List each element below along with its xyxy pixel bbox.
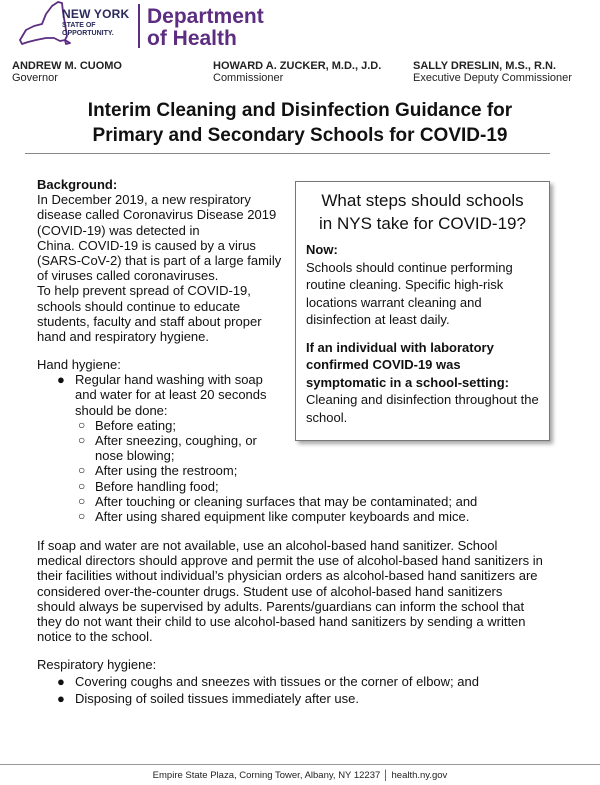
- hand-hygiene-section: [37, 357, 557, 524]
- text-line: their facilities without individual’s physician orders as alcohol-based hand sanitizers are: [37, 568, 538, 584]
- text-line: To help prevent spread of COVID-19,: [37, 283, 251, 299]
- page-footer: [0, 770, 600, 781]
- text-line: school.: [306, 409, 348, 425]
- text-line: schools should continue to educate: [37, 298, 241, 314]
- sub-list-item: ○ Before eating;: [78, 417, 176, 433]
- footer-website-link[interactable]: health.ny.gov: [391, 770, 448, 781]
- footer-divider: [0, 764, 600, 765]
- official-deputy-commissioner: [413, 60, 572, 84]
- text-line: they do not want their child to use alcohol-based hand sanitizers by sending a written: [37, 614, 526, 630]
- bullet-icon: ●: [57, 372, 65, 388]
- list-item: ● Regular hand washing with soap and water for at least 20 seconds should be done:: [57, 372, 267, 418]
- circle-bullet-icon: ○: [78, 417, 86, 432]
- text-line: students, faculty and staff about proper: [37, 313, 262, 329]
- text-line: routine cleaning. Specific high-risk: [306, 277, 504, 292]
- document-title: Interim Cleaning and Disinfection Guidance for Primary and Secondary Schools for COVID-19: [87, 100, 513, 146]
- sub-list-item: ○ Before handling food;: [78, 478, 219, 494]
- official-name: HOWARD A. ZUCKER, M.D., J.D.: [213, 60, 382, 72]
- text-line: Schools should continue performing: [306, 259, 513, 275]
- text-line: considered over-the-counter drugs. Student use of alcohol-based hand sanitizers: [37, 583, 503, 599]
- text-line: medical directors should approve and permit the use of alcohol-based hand sanitizers in: [37, 553, 543, 569]
- text-line: China. COVID-19 is caused by a virus: [37, 237, 256, 253]
- circle-bullet-icon: ○: [78, 493, 86, 508]
- text-line: If soap and water are not available, use an alcohol-based hand sanitizer. School: [37, 538, 498, 553]
- circle-bullet-icon: ○: [78, 478, 86, 493]
- official-role: Governor: [12, 72, 58, 84]
- now-label: Now:: [306, 242, 338, 257]
- letterhead: [0, 0, 600, 90]
- respiratory-hygiene-section: [37, 657, 557, 707]
- officials-row: [0, 60, 600, 86]
- department-of-health-wordmark: Department of Health: [147, 5, 264, 50]
- logo-divider: [138, 4, 140, 48]
- sub-list-item: ○ After touching or cleaning surfaces that may be contaminated; and: [78, 493, 478, 509]
- section-heading: Background:: [37, 177, 118, 192]
- background-section: [37, 177, 292, 344]
- sub-list-item: ○ After using the restroom;: [78, 463, 238, 479]
- official-role: Commissioner: [213, 72, 284, 84]
- text-line: should always be supervised by adults. Parents/guardians can inform the school that: [37, 598, 525, 614]
- text-line: notice to the school.: [37, 629, 153, 645]
- sub-list-item: ○ After sneezing, coughing, or nose blowing;: [78, 433, 257, 464]
- official-commissioner: [213, 60, 381, 84]
- new-york-state-wordmark: NEW YORK STATE OF OPPORTUNITY.: [62, 7, 130, 37]
- official-governor: [12, 60, 122, 84]
- circle-bullet-icon: ○: [78, 509, 86, 524]
- official-name: SALLY DRESLIN, M.S., R.N.: [413, 60, 557, 72]
- text-line: Cleaning and disinfection throughout the: [306, 392, 539, 407]
- circle-bullet-icon: ○: [78, 463, 86, 478]
- text-line: If an individual with laboratory: [306, 339, 494, 355]
- text-line: hand and respiratory hygiene.: [37, 329, 210, 345]
- circle-bullet-icon: ○: [78, 433, 86, 448]
- text-line: disinfection at least daily.: [306, 312, 450, 327]
- callout-question: What steps should schools in NYS take for COVID-19?: [319, 191, 526, 233]
- section-heading: Respiratory hygiene:: [37, 657, 157, 672]
- text-line: of viruses called coronaviruses.: [37, 268, 219, 284]
- text-line: locations warrant cleaning and: [306, 294, 482, 310]
- bullet-icon: ●: [57, 691, 65, 707]
- official-role: Executive Deputy Commissioner: [413, 72, 572, 84]
- text-line: (COVID-19) was detected in: [37, 222, 200, 238]
- title-divider: [25, 153, 550, 154]
- text-line: In December 2019, a new respiratory: [37, 192, 251, 208]
- sanitizer-paragraph: [37, 538, 567, 644]
- official-name: ANDREW M. CUOMO: [12, 60, 122, 72]
- footer-separator: │: [382, 770, 389, 781]
- text-line: confirmed COVID-19 was: [306, 357, 461, 372]
- list-item: ● Covering coughs and sneezes with tissues or the corner of elbow; and: [57, 674, 479, 690]
- sub-list-item: ○ After using shared equipment like computer keyboards and mice.: [78, 509, 470, 525]
- bullet-icon: ●: [57, 674, 65, 690]
- footer-address: Empire State Plaza, Corning Tower, Albany, NY 12237: [152, 770, 381, 781]
- list-item: ● Disposing of soiled tissues immediately after use.: [57, 691, 359, 707]
- text-line: (SARS-CoV-2) that is part of a large family: [37, 253, 282, 269]
- text-line: disease called Coronavirus Disease 2019: [37, 207, 277, 223]
- section-heading: Hand hygiene:: [37, 357, 121, 372]
- text-line: symptomatic in a school-setting:: [306, 374, 509, 390]
